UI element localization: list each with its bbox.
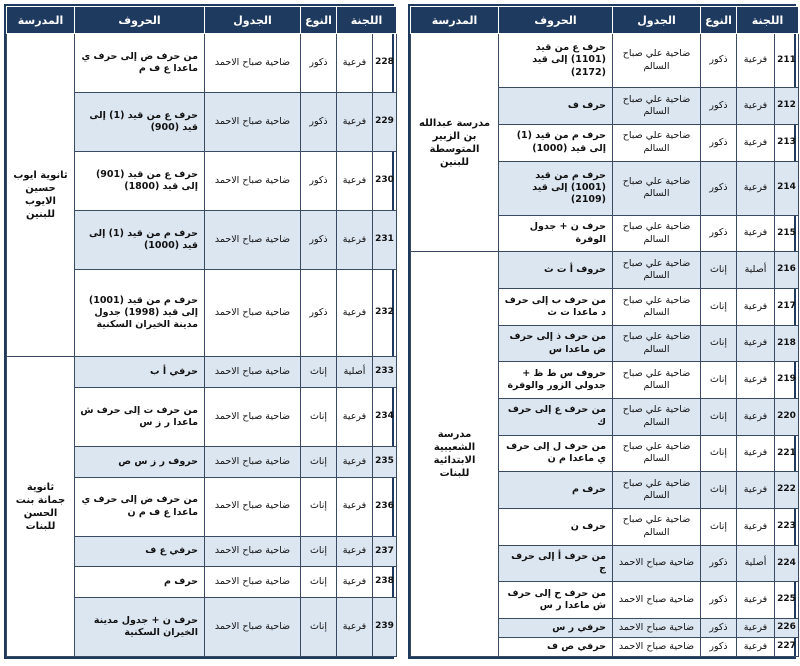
schedule-name: ضاحية علي صباح السالم bbox=[613, 472, 701, 509]
committee-number: 225 bbox=[775, 582, 799, 619]
schedule-name: ضاحية صباح الاحمد bbox=[205, 152, 301, 211]
committee-kind: فرعية bbox=[737, 637, 775, 656]
right-committee-table bbox=[410, 6, 799, 657]
committee-number: 211 bbox=[775, 34, 799, 88]
letters-range: من حرف ذ إلى حرف ض ماعدا س bbox=[499, 325, 613, 362]
schedule-name: ضاحية علي صباح السالم bbox=[613, 362, 701, 399]
table-row bbox=[7, 357, 397, 388]
committee-kind: أصلية bbox=[737, 545, 775, 582]
committee-number: 213 bbox=[775, 124, 799, 161]
gender-type: ذكور bbox=[701, 545, 737, 582]
left-committee-table bbox=[6, 6, 397, 657]
gender-type: إناث bbox=[701, 398, 737, 435]
letters-range: حرف م من قيد (1) إلى قيد (1000) bbox=[75, 211, 205, 270]
letters-range: حرفي أ ب bbox=[75, 357, 205, 388]
letters-range: من حرف أ إلى حرف ج bbox=[499, 545, 613, 582]
committee-kind: فرعية bbox=[737, 398, 775, 435]
committee-kind: فرعية bbox=[737, 34, 775, 88]
letters-range: من حرف ح إلى حرف ش ماعدا ر س bbox=[499, 582, 613, 619]
letters-range: حروف أ ت ث bbox=[499, 252, 613, 289]
committee-kind: فرعية bbox=[737, 289, 775, 326]
committee-number: 231 bbox=[373, 211, 397, 270]
right-table-body bbox=[411, 34, 799, 657]
committee-kind: فرعية bbox=[737, 325, 775, 362]
committee-number: 222 bbox=[775, 472, 799, 509]
committee-kind: فرعية bbox=[737, 124, 775, 161]
letters-range: حرف م bbox=[499, 472, 613, 509]
schedule-name: ضاحية علي صباح السالم bbox=[613, 215, 701, 252]
letters-range: من حرف ض إلى حرف ي ماعدا ع ف م bbox=[75, 34, 205, 93]
gender-type: ذكور bbox=[301, 270, 337, 357]
committee-number: 230 bbox=[373, 152, 397, 211]
gender-type: إناث bbox=[701, 252, 737, 289]
committee-kind: فرعية bbox=[737, 161, 775, 215]
schedule-name: ضاحية صباح الاحمد bbox=[613, 545, 701, 582]
letters-range: حرف ن + جدول الوفرة bbox=[499, 215, 613, 252]
schedule-name: ضاحية علي صباح السالم bbox=[613, 435, 701, 472]
header-school: المدرسة bbox=[7, 7, 75, 34]
committee-number: 215 bbox=[775, 215, 799, 252]
schedule-name: ضاحية علي صباح السالم bbox=[613, 124, 701, 161]
committee-number: 224 bbox=[775, 545, 799, 582]
gender-type: ذكور bbox=[301, 34, 337, 93]
letters-range: حرف ف bbox=[499, 88, 613, 125]
schedule-name: ضاحية علي صباح السالم bbox=[613, 508, 701, 545]
school-name: ثانوية جمانة بنت الحسن للبنات bbox=[7, 357, 75, 657]
table-row bbox=[411, 34, 799, 88]
committee-kind: فرعية bbox=[337, 536, 373, 567]
committee-number: 229 bbox=[373, 93, 397, 152]
schedule-name: ضاحية صباح الاحمد bbox=[205, 93, 301, 152]
gender-type: ذكور bbox=[301, 211, 337, 270]
schedule-name: ضاحية صباح الاحمد bbox=[205, 34, 301, 93]
committee-number: 228 bbox=[373, 34, 397, 93]
schedule-name: ضاحية علي صباح السالم bbox=[613, 161, 701, 215]
letters-range: من حرف ت إلى حرف ش ماعدا ر ز س bbox=[75, 387, 205, 446]
left-committee-table-panel bbox=[4, 4, 394, 659]
left-table-body bbox=[7, 34, 397, 657]
header-committee: اللجنة bbox=[737, 7, 799, 34]
committee-kind: فرعية bbox=[337, 446, 373, 477]
schedule-name: ضاحية علي صباح السالم bbox=[613, 398, 701, 435]
schedule-name: ضاحية صباح الاحمد bbox=[205, 477, 301, 536]
schedule-name: ضاحية صباح الاحمد bbox=[613, 637, 701, 656]
schedule-name: ضاحية صباح الاحمد bbox=[205, 211, 301, 270]
table-row bbox=[411, 252, 799, 289]
letters-range: حرف م bbox=[75, 567, 205, 598]
committee-number: 235 bbox=[373, 446, 397, 477]
gender-type: إناث bbox=[301, 536, 337, 567]
school-name: مدرسة عبدالله بن الزبير المتوسطة للبنين bbox=[411, 34, 499, 252]
letters-range: حرف ع من قيد (1101) إلى قيد (2172) bbox=[499, 34, 613, 88]
gender-type: ذكور bbox=[701, 215, 737, 252]
gender-type: إناث bbox=[701, 435, 737, 472]
letters-range: من حرف ب إلى حرف د ماعدا ت ث bbox=[499, 289, 613, 326]
header-school: المدرسة bbox=[411, 7, 499, 34]
letters-range: حرفي ر س bbox=[499, 618, 613, 637]
letters-range: حرفي ع ف bbox=[75, 536, 205, 567]
letters-range: حرف م من قيد (1001) إلى قيد (2109) bbox=[499, 161, 613, 215]
committee-kind: فرعية bbox=[737, 582, 775, 619]
committee-kind: فرعية bbox=[737, 88, 775, 125]
committee-kind: أصلية bbox=[737, 252, 775, 289]
committee-kind: فرعية bbox=[337, 152, 373, 211]
schedule-name: ضاحية صباح الاحمد bbox=[205, 567, 301, 598]
committee-number: 220 bbox=[775, 398, 799, 435]
letters-range: حرف م من قيد (1) إلى قيد (1000) bbox=[499, 124, 613, 161]
header-schedule: الجدول bbox=[613, 7, 701, 34]
committee-number: 227 bbox=[775, 637, 799, 656]
committee-number: 232 bbox=[373, 270, 397, 357]
letters-range: حرف ن bbox=[499, 508, 613, 545]
table-row bbox=[7, 34, 397, 93]
gender-type: ذكور bbox=[301, 152, 337, 211]
committee-number: 214 bbox=[775, 161, 799, 215]
committee-kind: فرعية bbox=[737, 435, 775, 472]
left-header-row bbox=[7, 7, 397, 34]
right-committee-table-panel bbox=[408, 4, 796, 659]
school-name: ثانوية ايوب حسين الايوب للبنين bbox=[7, 34, 75, 357]
school-name: مدرسة الشعيبية الابتدائية للبنات bbox=[411, 252, 499, 657]
committee-kind: فرعية bbox=[737, 508, 775, 545]
gender-type: ذكور bbox=[701, 88, 737, 125]
committee-kind: فرعية bbox=[737, 618, 775, 637]
committee-number: 218 bbox=[775, 325, 799, 362]
committee-kind: فرعية bbox=[337, 211, 373, 270]
header-committee: اللجنة bbox=[337, 7, 397, 34]
gender-type: إناث bbox=[301, 567, 337, 598]
schedule-name: ضاحية علي صباح السالم bbox=[613, 88, 701, 125]
committee-kind: فرعية bbox=[337, 477, 373, 536]
committee-kind: فرعية bbox=[737, 215, 775, 252]
gender-type: ذكور bbox=[701, 618, 737, 637]
gender-type: إناث bbox=[701, 472, 737, 509]
gender-type: إناث bbox=[301, 357, 337, 388]
committee-number: 212 bbox=[775, 88, 799, 125]
committee-kind: فرعية bbox=[337, 387, 373, 446]
gender-type: ذكور bbox=[701, 34, 737, 88]
committee-kind: فرعية bbox=[737, 362, 775, 399]
committee-kind: فرعية bbox=[337, 567, 373, 598]
letters-range: من حرف ض إلى حرف ي ماعدا ع ف م ن bbox=[75, 477, 205, 536]
schedule-name: ضاحية صباح الاحمد bbox=[205, 597, 301, 656]
gender-type: ذكور bbox=[701, 637, 737, 656]
gender-type: إناث bbox=[301, 387, 337, 446]
committee-kind: فرعية bbox=[337, 93, 373, 152]
gender-type: إناث bbox=[301, 477, 337, 536]
gender-type: ذكور bbox=[701, 582, 737, 619]
header-type: النوع bbox=[301, 7, 337, 34]
committee-number: 221 bbox=[775, 435, 799, 472]
committee-kind: أصلية bbox=[337, 357, 373, 388]
schedule-name: ضاحية علي صباح السالم bbox=[613, 252, 701, 289]
letters-range: حرف م من قيد (1001) إلى قيد (1998) جدول مدينة الخيران السكنية bbox=[75, 270, 205, 357]
header-letters: الحروف bbox=[499, 7, 613, 34]
committee-kind: فرعية bbox=[337, 270, 373, 357]
letters-range: من حرف ع إلى حرف ك bbox=[499, 398, 613, 435]
gender-type: ذكور bbox=[701, 161, 737, 215]
letters-range: حرف ع من قيد (1) إلى قيد (900) bbox=[75, 93, 205, 152]
committee-kind: فرعية bbox=[737, 472, 775, 509]
schedule-name: ضاحية علي صباح السالم bbox=[613, 325, 701, 362]
gender-type: ذكور bbox=[301, 93, 337, 152]
schedule-name: ضاحية علي صباح السالم bbox=[613, 289, 701, 326]
letters-range: حرف ن + جدول مدينة الخيران السكنية bbox=[75, 597, 205, 656]
gender-type: إناث bbox=[301, 446, 337, 477]
committee-number: 219 bbox=[775, 362, 799, 399]
committee-kind: فرعية bbox=[337, 34, 373, 93]
gender-type: إناث bbox=[701, 325, 737, 362]
schedule-name: ضاحية صباح الاحمد bbox=[205, 357, 301, 388]
schedule-name: ضاحية صباح الاحمد bbox=[205, 270, 301, 357]
schedule-name: ضاحية صباح الاحمد bbox=[613, 618, 701, 637]
committee-number: 237 bbox=[373, 536, 397, 567]
letters-range: حروف س ط ظ + جدولي الزور والوفرة bbox=[499, 362, 613, 399]
gender-type: ذكور bbox=[701, 124, 737, 161]
gender-type: إناث bbox=[701, 289, 737, 326]
header-type: النوع bbox=[701, 7, 737, 34]
header-schedule: الجدول bbox=[205, 7, 301, 34]
letters-range: حروف ر ز س ص bbox=[75, 446, 205, 477]
schedule-name: ضاحية صباح الاحمد bbox=[205, 536, 301, 567]
gender-type: إناث bbox=[701, 362, 737, 399]
committee-number: 236 bbox=[373, 477, 397, 536]
committee-number: 239 bbox=[373, 597, 397, 656]
committee-number: 226 bbox=[775, 618, 799, 637]
committee-number: 233 bbox=[373, 357, 397, 388]
header-letters: الحروف bbox=[75, 7, 205, 34]
right-header-row bbox=[411, 7, 799, 34]
schedule-name: ضاحية علي صباح السالم bbox=[613, 34, 701, 88]
schedule-name: ضاحية صباح الاحمد bbox=[205, 387, 301, 446]
schedule-name: ضاحية صباح الاحمد bbox=[613, 582, 701, 619]
letters-range: من حرف ل إلى حرف ي ماعدا م ن bbox=[499, 435, 613, 472]
gender-type: إناث bbox=[301, 597, 337, 656]
committee-kind: فرعية bbox=[337, 597, 373, 656]
committee-number: 216 bbox=[775, 252, 799, 289]
committee-number: 223 bbox=[775, 508, 799, 545]
schedule-name: ضاحية صباح الاحمد bbox=[205, 446, 301, 477]
letters-range: حرف ع من قيد (901) إلى قيد (1800) bbox=[75, 152, 205, 211]
gender-type: إناث bbox=[701, 508, 737, 545]
committee-number: 217 bbox=[775, 289, 799, 326]
committee-number: 238 bbox=[373, 567, 397, 598]
letters-range: حرفي ص ف bbox=[499, 637, 613, 656]
committee-number: 234 bbox=[373, 387, 397, 446]
